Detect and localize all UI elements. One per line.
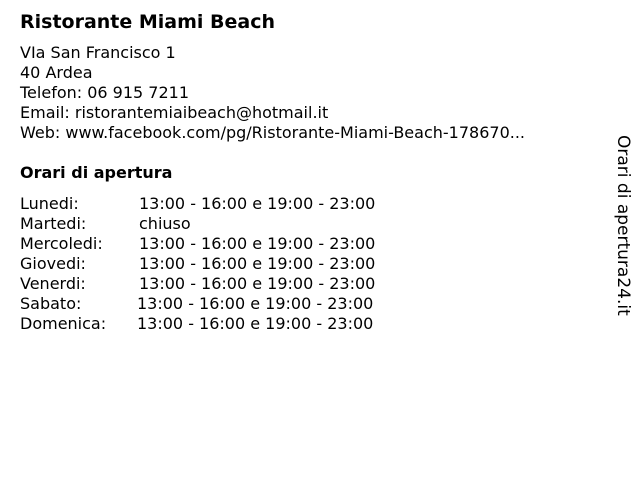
address-line-1: VIa San Francisco 1: [20, 43, 176, 62]
time-value: 13:00 - 16:00 e 19:00 - 23:00: [139, 194, 376, 213]
day-label: Mercoledi:: [20, 234, 103, 253]
time-value: 13:00 - 16:00 e 19:00 - 23:00: [137, 314, 374, 333]
time-value: 13:00 - 16:00 e 19:00 - 23:00: [139, 234, 376, 253]
web-line: Web: www.facebook.com/pg/Ristorante-Miami-Beach-178670...: [20, 123, 525, 142]
time-value: 13:00 - 16:00 e 19:00 - 23:00: [139, 274, 376, 293]
email-line: Email: ristorantemiaibeach@hotmail.it: [20, 103, 329, 122]
contact-block: [20, 43, 525, 143]
day-label: Giovedi:: [20, 254, 86, 273]
hours-heading: Orari di apertura: [20, 163, 173, 182]
day-label: Venerdi:: [20, 274, 86, 293]
phone-line: Telefon: 06 915 7211: [20, 83, 190, 102]
day-label: Sabato:: [20, 294, 82, 313]
restaurant-title: Ristorante Miami Beach: [20, 11, 276, 33]
day-label: Domenica:: [20, 314, 107, 333]
time-value: chiuso: [139, 214, 191, 233]
site-watermark: Orari di apertura24.it: [613, 135, 633, 316]
address-line-2: 40 Ardea: [20, 63, 93, 82]
day-label: Lunedi:: [20, 194, 79, 213]
time-value: 13:00 - 16:00 e 19:00 - 23:00: [137, 294, 374, 313]
day-label: Martedi:: [20, 214, 87, 233]
time-value: 13:00 - 16:00 e 19:00 - 23:00: [139, 254, 376, 273]
